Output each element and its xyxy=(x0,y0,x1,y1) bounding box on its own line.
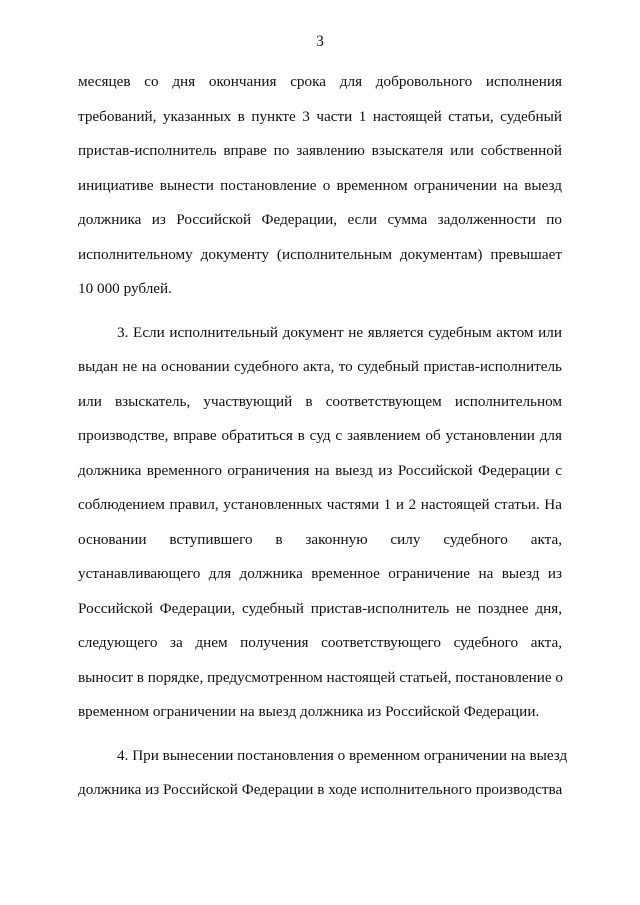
text-line: соблюдением правил, установленных частями 1 и 2 настоящей статьи. На xyxy=(78,496,562,513)
text-line: месяцев со дня окончания срока для добровольного исполнения xyxy=(78,73,562,90)
text-line: следующего за днем получения соответствующего судебного акта, xyxy=(78,634,562,651)
paragraph-item-3 xyxy=(78,319,562,733)
text-line: или взыскатель, участвующий в соответствующем исполнительном xyxy=(78,392,562,410)
text-line: инициативе вынести постановление о временном ограничении на выезд xyxy=(78,176,562,194)
page-number: 3 xyxy=(316,33,324,50)
text-line: основании вступившего в законную силу судебного акта, xyxy=(78,530,562,548)
text-line: выдан не на основании судебного акта, то судебный пристав-исполнитель xyxy=(78,358,562,375)
text-line: должника из Российской Федерации, если сумма задолженности по xyxy=(78,211,562,228)
text-line: временном ограничении на выезд должника из Российской Федерации. xyxy=(78,703,540,720)
text-line: 3. Если исполнительный документ не является судебным актом или xyxy=(117,323,562,341)
text-line: Российской Федерации, судебный пристав-исполнитель не позднее дня, xyxy=(78,599,562,617)
text-line: пристав-исполнитель вправе по заявлению взыскателя или собственной xyxy=(78,142,562,159)
text-line: 4. При вынесении постановления о временном ограничении на выезд xyxy=(117,746,568,764)
document-body xyxy=(78,68,568,811)
text-line: выносит в порядке, предусмотренном настоящей статьей, постановление о xyxy=(78,668,563,686)
text-line: устанавливающего для должника временное ограничение на выезд из xyxy=(78,565,562,582)
text-line: требований, указанных в пункте 3 части 1 настоящей статьи, судебный xyxy=(78,107,562,125)
paragraph-continuation xyxy=(78,68,562,310)
text-line: исполнительному документу (исполнительным документам) превышает xyxy=(78,245,562,263)
text-line: производстве, вправе обратиться в суд с заявлением об установлении для xyxy=(78,427,562,444)
text-line: должника из Российской Федерации в ходе исполнительного производства xyxy=(78,781,563,798)
paragraph-item-4 xyxy=(78,742,568,811)
text-line: 10 000 рублей. xyxy=(78,280,172,297)
text-line: должника временного ограничения на выезд из Российской Федерации с xyxy=(78,461,562,479)
